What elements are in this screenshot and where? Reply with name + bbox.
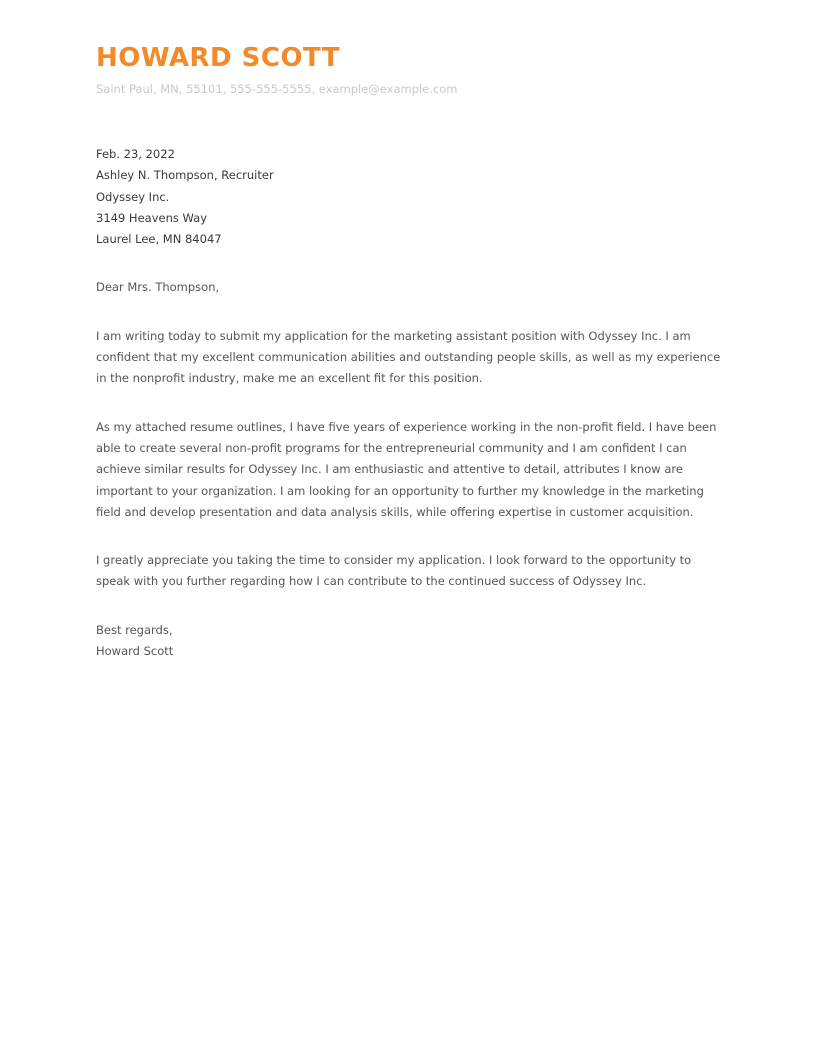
body-paragraph-3: I greatly appreciate you taking the time to consider my application. I look forward to the opportunity to speak with you further regarding how I can contribute to the continued success of Odyssey Inc.	[96, 553, 692, 589]
closing-block	[96, 620, 726, 663]
salutation: Dear Mrs. Thompson,	[96, 280, 220, 295]
applicant-name: HOWARD SCOTT	[96, 43, 341, 73]
cover-letter-page	[96, 40, 726, 662]
recipient-city: Laurel Lee, MN 84047	[96, 232, 222, 247]
closing-phrase: Best regards,	[96, 622, 173, 637]
contact-info: Saint Paul, MN, 55101, 555-555-5555, example@example.com	[96, 82, 458, 96]
body-paragraph-1: I am writing today to submit my application for the marketing assistant position with Odyssey Inc. I am confident that my excellent communication abilities and outstanding people skills, as well as my experience in the nonprofit industry, make me an excellent fit for this position.	[96, 328, 721, 386]
recipient-block	[96, 144, 726, 250]
letter-date: Feb. 23, 2022	[96, 147, 175, 161]
recipient-street: 3149 Heavens Way	[96, 210, 207, 225]
recipient-company: Odyssey Inc.	[96, 189, 170, 204]
recipient-name: Ashley N. Thompson, Recruiter	[96, 168, 274, 183]
body-paragraph-2: As my attached resume outlines, I have five years of experience working in the non-profit field. I have been able to create several non-profit programs for the entrepreneurial community and I am confident I can achieve similar results for Odyssey Inc. I am enthusiastic and attentive to detail, attributes I know are important to your organization. I am looking for an opportunity to further my knowledge in the marketing field and develop presentation and data analysis skills, while offering expertise in customer acquisition.	[96, 419, 717, 519]
signature-name: Howard Scott	[96, 644, 174, 659]
